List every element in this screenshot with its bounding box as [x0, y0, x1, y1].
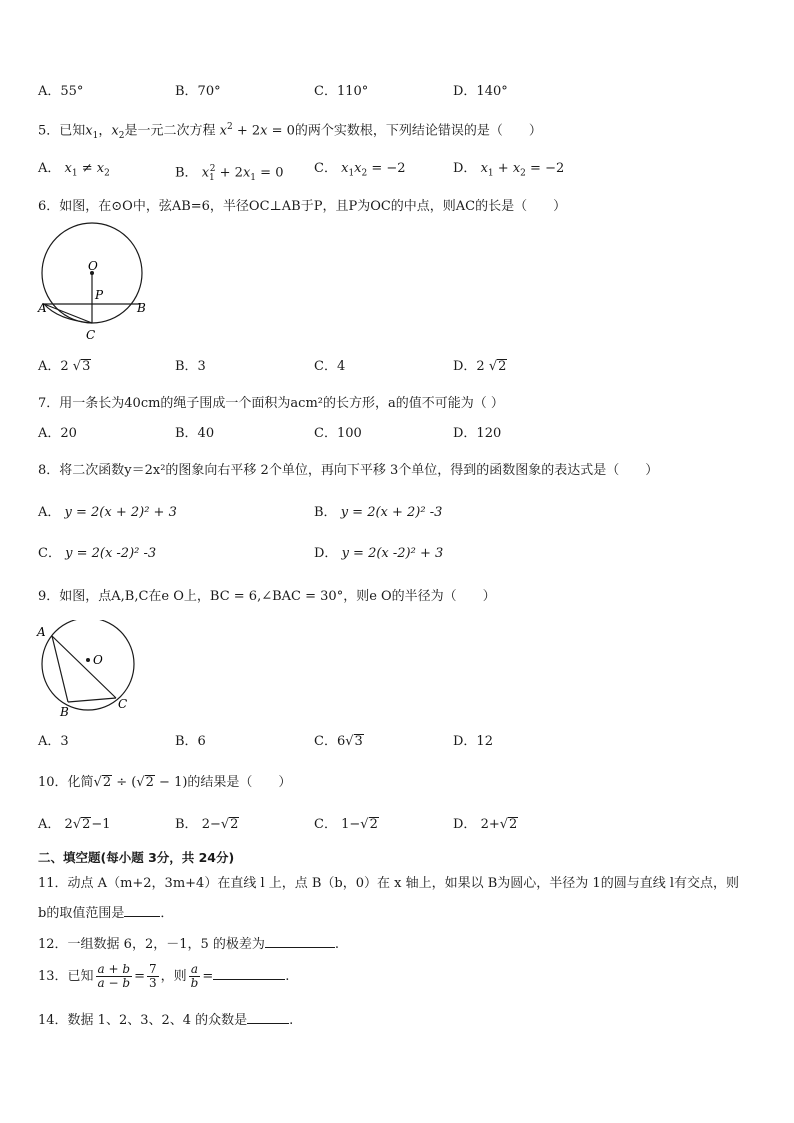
q6-label-b: B: [137, 301, 146, 315]
q7-stem: 7．用一条长为40cm的绳子围成一个面积为acm²的长方形，a的值不可能为（ ）: [38, 396, 504, 411]
q9-option-b: B．6: [175, 734, 206, 749]
q7-option-c: C．100: [314, 426, 362, 441]
q5-option-b: B． $x_1^2 + 2x_1 = 0$: [175, 164, 284, 183]
q9-option-a: A．3: [38, 734, 69, 749]
q4-option-b: B．70°: [175, 84, 221, 99]
q10-option-b: B． 2−√2: [175, 817, 239, 832]
q10-option-c: C． 1−√2: [314, 817, 378, 832]
q5-option-c: C． $x_1x_2 = -2$: [314, 161, 406, 179]
q11-blank[interactable]: [124, 904, 160, 917]
q10-option-d: D． 2+√2: [453, 817, 518, 832]
q11-line-2: b的取值范围是 ．: [38, 906, 174, 921]
q9-segment-bc: [68, 698, 116, 702]
q10-stem: 10．化简√2 ÷ (√2 − 1)的结果是（ ）: [38, 775, 292, 790]
q9-segment-ac: [52, 636, 116, 698]
q5-stem: 5．已知$x_1$，$x_2$是一元二次方程 $x^2 + 2x = 0$的两个实数根，下列结论错误的是（ ）: [38, 122, 542, 141]
q14-stem: 14．数据 1、2、3、2、4 的众数是 .: [38, 1013, 294, 1028]
q7-option-d: D．120: [453, 426, 502, 441]
q6-option-b: B．3: [175, 359, 206, 374]
q6-label-a: A: [38, 301, 47, 315]
q8-option-c: C． y = 2(x -2)² -3: [38, 546, 157, 561]
q9-center-point: [86, 658, 90, 662]
section-2-title: 二、填空题(每小题 3分，共 24分): [38, 850, 235, 865]
q4-option-c: C．110°: [314, 84, 369, 99]
q9-label-c: C: [118, 697, 128, 711]
q12-blank[interactable]: [265, 935, 335, 948]
q9-label-o: O: [93, 653, 103, 667]
q6-circle-figure: [30, 220, 155, 350]
q5-option-d: D． $x_1 + x_2 = -2$: [453, 161, 565, 179]
q6-label-o: O: [88, 259, 98, 273]
q7-option-b: B．40: [175, 426, 215, 441]
q9-option-d: D．12: [453, 734, 493, 749]
q9-label-a: A: [37, 625, 46, 639]
q6-label-c: C: [86, 328, 96, 342]
q7-option-a: A．20: [38, 426, 77, 441]
q9-stem: 9．如图，点A,B,C在e O上，BC = 6,∠BAC = 30°，则e O的半径为（ ）: [38, 589, 496, 604]
q13-fraction-3: $\frac{a}{b}$: [190, 962, 199, 990]
q6-option-a: A．2 √3: [38, 359, 91, 374]
q8-option-b: B． y = 2(x + 2)² -3: [314, 505, 443, 520]
q6-segment-ac: [44, 304, 92, 323]
q8-option-d: D． y = 2(x -2)² + 3: [314, 546, 444, 561]
q9-option-c: C．6√3: [314, 734, 363, 749]
q6-stem: 6．如图，在⊙O中，弦AB=6，半径OC⊥AB于P，且P为OC的中点，则AC的长是（ ）: [38, 199, 567, 214]
q13-stem: 13．已知 $\frac{a + b}{a - b}$ = $\frac{7}{3}$ ，则 $\frac{a}{b}$ = .: [38, 962, 290, 990]
q11-line-1: 11．动点 A（m+2，3m+4）在直线 l 上，点 B（b，0）在 x 轴上，如果以 B为圆心，半径为 1的圆与直线 l有交点，则: [38, 876, 739, 891]
q10-option-a: A． 2√2−1: [38, 817, 111, 832]
q9-circle-figure: [32, 620, 142, 720]
q6-label-p: P: [95, 288, 104, 302]
q9-segment-ab: [52, 636, 68, 702]
q5-option-a: A． $x_1 \ne x_2$: [38, 161, 110, 179]
q8-option-a: A． y = 2(x + 2)² + 3: [38, 505, 177, 520]
q14-blank[interactable]: [247, 1011, 289, 1024]
q6-option-d: D．2 √2: [453, 359, 507, 374]
q4-option-d: D．140°: [453, 84, 508, 99]
q4-option-a: A．55°: [38, 84, 84, 99]
q6-option-c: C．4: [314, 359, 346, 374]
q8-stem: 8．将二次函数y＝2x²的图象向右平移 2个单位，再向下平移 3个单位，得到的函数图象的表达式是（ ）: [38, 463, 659, 478]
q13-fraction-2: $\frac{7}{3}$: [148, 962, 157, 990]
q13-blank[interactable]: [213, 967, 285, 980]
q12-stem: 12．一组数据 6，2，－1，5 的极差为 .: [38, 937, 340, 952]
q9-label-b: B: [60, 705, 69, 719]
q13-fraction-1: $\frac{a + b}{a - b}$: [97, 962, 131, 990]
